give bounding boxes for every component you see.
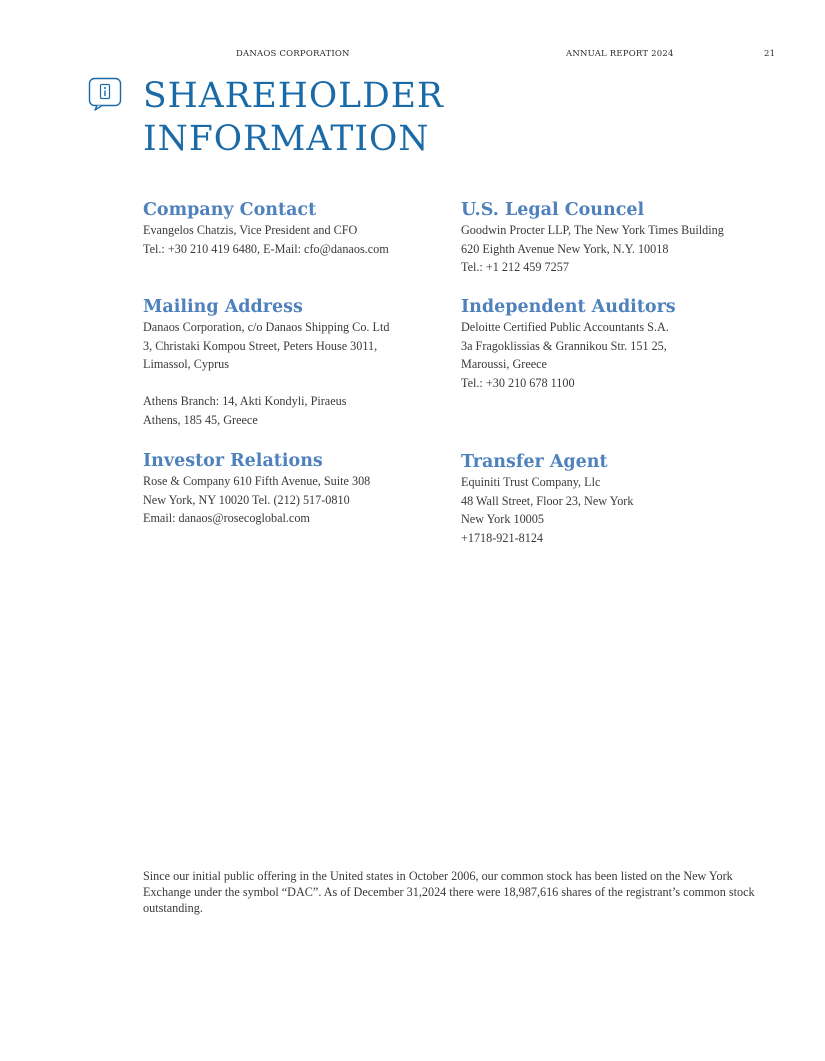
spacer (143, 374, 389, 393)
page-number: 21 (764, 49, 776, 59)
company-contact-section (143, 200, 389, 258)
investor-line: Rose & Company 610 Fifth Avenue, Suite 308 (143, 474, 371, 488)
auditors-line: Tel.: +30 210 678 1100 (461, 375, 575, 390)
info-speech-bubble-icon (88, 77, 122, 111)
contact-line: Tel.: +30 210 419 6480, E-Mail: cfo@danaos.com (143, 241, 389, 256)
legal-councel-section (461, 200, 724, 277)
page-title (143, 75, 444, 161)
branch-line: Athens Branch: 14, Akti Kondyli, Piraeus (143, 394, 347, 409)
investor-relations-heading: Investor Relations (143, 451, 323, 471)
header-company-name: DANAOS CORPORATION (236, 49, 350, 59)
mailing-line: Danaos Corporation, c/o Danaos Shipping Co. Ltd (143, 320, 390, 334)
independent-auditors-section (461, 297, 676, 392)
transfer-line: +1718-921-8124 (461, 530, 544, 545)
transfer-line: Equiniti Trust Company, Llc (461, 475, 601, 489)
legal-line: Goodwin Procter LLP, The New York Times Building (461, 223, 724, 237)
mailing-address-section (143, 297, 389, 430)
auditors-line: Deloitte Certified Public Accountants S.A. (461, 320, 669, 334)
mailing-line: Limassol, Cyprus (143, 357, 229, 372)
auditors-line: 3a Fragoklissias & Grannikou Str. 151 25, (461, 338, 667, 353)
legal-line: 620 Eighth Avenue New York, N.Y. 10018 (461, 241, 669, 256)
company-contact-heading: Company Contact (143, 200, 317, 220)
transfer-agent-section (461, 452, 633, 547)
stock-listing-note: Since our initial public offering in the United states in October 2006, our common stock has been listed on the New York Exchange under the symbol “DAC”. As of December 31,2024 there were 18,987,616 shares of the registrant’s common stock outstanding. (143, 869, 755, 916)
page-title-line-1: SHAREHOLDER (143, 76, 444, 116)
independent-auditors-heading: Independent Auditors (461, 297, 676, 317)
auditors-line: Maroussi, Greece (461, 357, 547, 372)
investor-line: New York, NY 10020 Tel. (212) 517-0810 (143, 492, 350, 507)
investor-line: Email: danaos@rosecoglobal.com (143, 511, 310, 526)
transfer-agent-heading: Transfer Agent (461, 452, 608, 472)
transfer-line: 48 Wall Street, Floor 23, New York (461, 493, 634, 508)
legal-councel-heading: U.S. Legal Councel (461, 200, 645, 220)
mailing-address-heading: Mailing Address (143, 297, 303, 317)
page-title-line-2: INFORMATION (143, 119, 430, 159)
mailing-line: 3, Christaki Kompou Street, Peters House 3011, (143, 338, 378, 353)
transfer-line: New York 10005 (461, 512, 544, 527)
contact-line: Evangelos Chatzis, Vice President and CFO (143, 223, 358, 237)
header-report-title: ANNUAL REPORT 2024 (566, 49, 674, 59)
branch-line: Athens, 185 45, Greece (143, 412, 258, 427)
investor-relations-section (143, 451, 370, 528)
legal-line: Tel.: +1 212 459 7257 (461, 260, 569, 275)
